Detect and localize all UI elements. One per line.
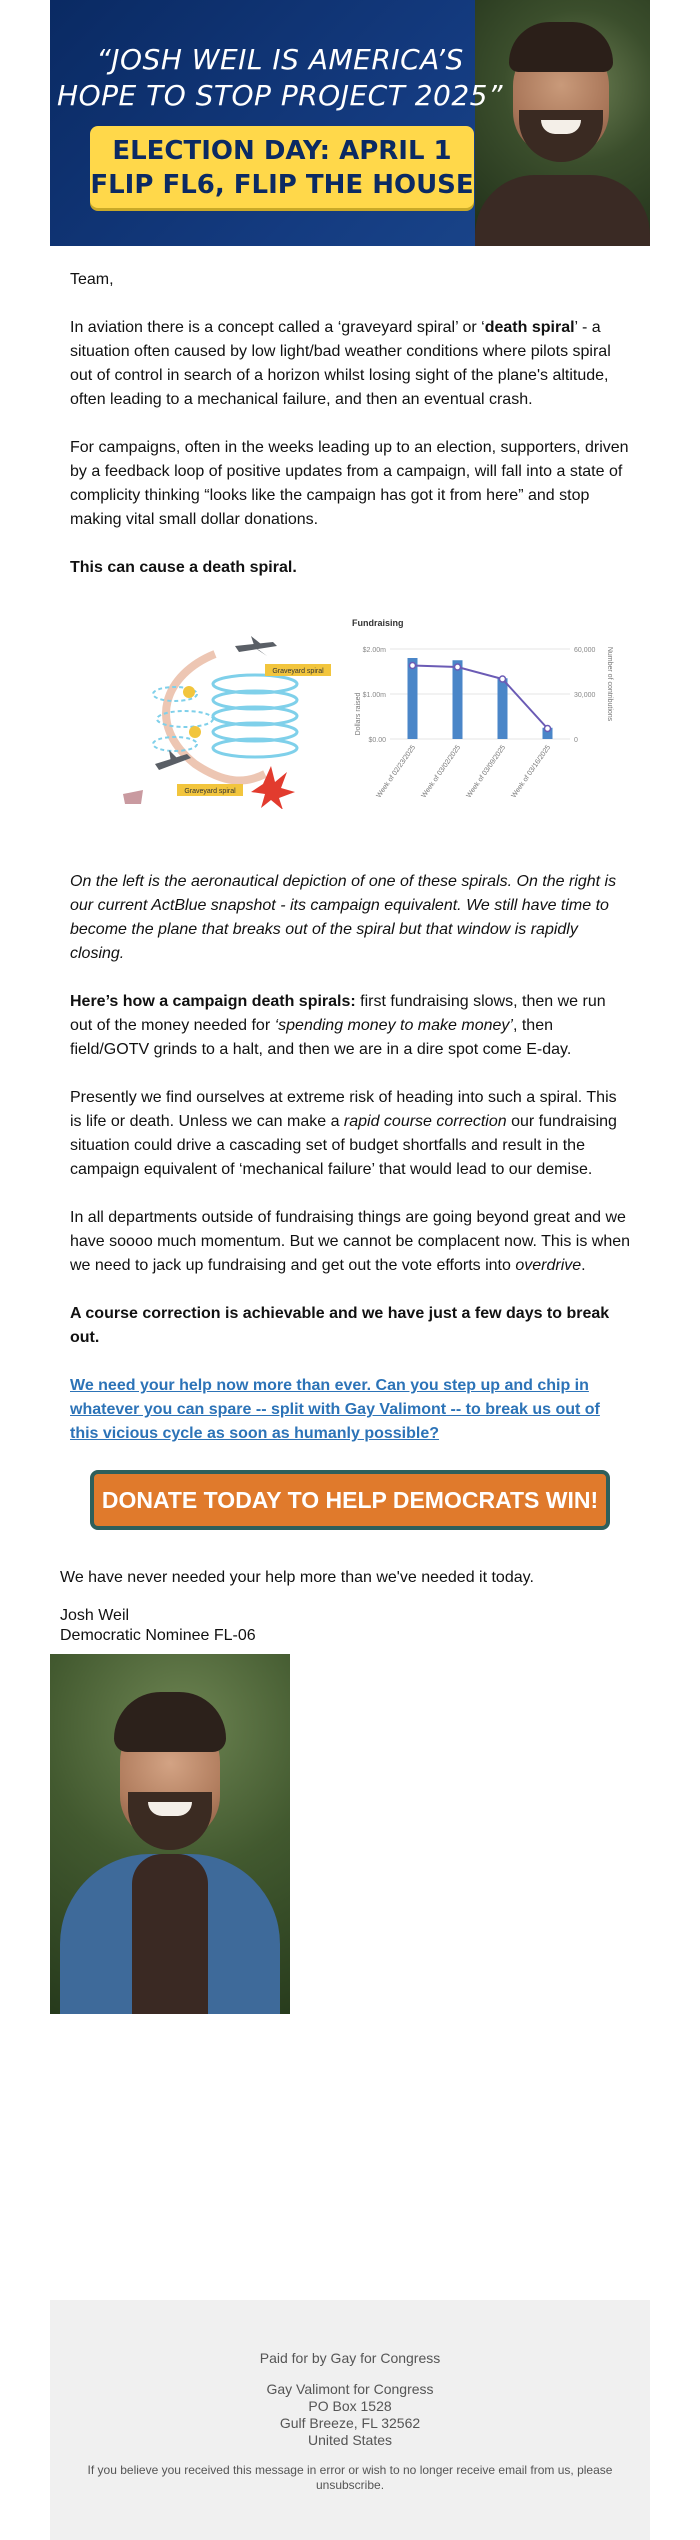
- donate-button-wrap: [50, 1470, 650, 1530]
- p6-italic: rapid course correction: [343, 1113, 507, 1130]
- hero-shirt: [475, 175, 650, 246]
- p6-text-b: our fundraising situation could drive a cascading set of budget shortfalls and result in the campaign equivalent of ‘mechanical failure’ that would lead to our demise.: [70, 1113, 617, 1178]
- photo-hair: [114, 1692, 226, 1752]
- ground-icon: [123, 790, 143, 804]
- signature-photo: [50, 1654, 290, 2014]
- p6-text-a: Presently we find ourselves at extreme risk of heading into such a spiral. This is life or death. Unless we can make a: [70, 1089, 617, 1130]
- spiral-label-bottom: Graveyard spiral: [184, 788, 236, 795]
- donate-text-link[interactable]: We need your help now more than ever. Can you step up and chip in whatever you can spare -- split with Gay Valimont -- to break us out of this vicious cycle as soon as humanly possible?: [70, 1377, 600, 1442]
- chart-bar: [408, 658, 418, 739]
- chart-y-label: Dollars raised: [355, 692, 362, 736]
- paragraph-donate-link: [70, 1374, 630, 1446]
- chart-x-tick: Week of 03/09/2025: [465, 744, 508, 800]
- paragraph-risk: [70, 1086, 630, 1182]
- p5-bold: Here’s how a campaign death spirals:: [70, 993, 356, 1010]
- chart-line-point: [455, 664, 461, 670]
- paragraph-course-correction: A course correction is achievable and we have just a few days to break out.: [70, 1305, 610, 1346]
- chart-y-tick: $1.00m: [362, 692, 386, 699]
- unsub-text-b: .: [380, 2478, 385, 2492]
- chart-y2-tick: 30,000: [574, 692, 596, 699]
- election-day-badge: [90, 126, 474, 208]
- chart-line-series: [413, 666, 548, 729]
- chart-y2-label: Number of contributions: [606, 646, 613, 722]
- chart-title: Fundraising: [352, 618, 404, 628]
- chart-line-point: [410, 663, 416, 669]
- p7-text-a: In all departments outside of fundraising things are going beyond great and we have soooo much momentum. But we cannot be complacent now. This is when we need to jack up fundraising and get out the vote efforts into: [70, 1209, 631, 1274]
- footer-org: Gay Valimont for Congress: [266, 2381, 434, 2397]
- spiral-label-top: Graveyard spiral: [272, 668, 324, 675]
- footer-city: Gulf Breeze, FL 32562: [279, 2415, 421, 2431]
- email-content: [50, 246, 650, 1446]
- footer-paid-for: Paid for by Gay for Congress: [259, 2350, 441, 2366]
- closing: [50, 1568, 650, 1646]
- airplane-icon: [235, 636, 277, 656]
- p1-text-a: In aviation there is a concept called a ‘graveyard spiral’ or ‘: [70, 319, 485, 336]
- chart-y-tick: $2.00m: [362, 647, 386, 654]
- graveyard-spiral-illustration: [115, 634, 345, 809]
- closing-line: We have never needed your help more than we've needed it today.: [60, 1569, 534, 1586]
- p5-text-a: first fundraising slows, then we run out of the money needed for: [70, 993, 606, 1034]
- chart-x-tick: Week of 03/02/2025: [420, 744, 463, 800]
- spiral-figure: [50, 604, 650, 834]
- bank-marker: [189, 726, 201, 738]
- p7-italic: overdrive: [515, 1257, 582, 1274]
- hero-candidate-photo: [475, 0, 650, 246]
- paragraph-death-spiral: [70, 316, 630, 412]
- chart-x-tick: Week of 03/16/2025: [510, 744, 553, 800]
- footer-unsubscribe-text: [50, 2463, 650, 2493]
- chart-marks: [363, 647, 596, 799]
- crash-burst-icon: [251, 766, 295, 809]
- signature-title: Democratic Nominee FL-06: [60, 1627, 256, 1644]
- p5-italic: ‘spending money to make money’: [274, 1017, 513, 1034]
- spiral-loops: [213, 675, 297, 757]
- hero-hair: [509, 22, 613, 72]
- chart-bar: [453, 660, 463, 739]
- signature-name: Josh Weil: [60, 1607, 130, 1624]
- paragraph-how-spiral: [70, 990, 630, 1062]
- fundraising-chart: [350, 614, 635, 829]
- chart-line-point: [500, 676, 506, 682]
- p1-text-b: ’ - a situation often caused by low light/bad weather conditions where pilots spiral out of control in search of a horizon whilst losing sight of the plane's altitude, often leading to a mechanical failure, and then an eventual crash.: [70, 319, 611, 408]
- badge-line1: ELECTION DAY: APRIL 1: [112, 136, 452, 166]
- greeting: Team,: [70, 271, 114, 288]
- hero-banner[interactable]: [50, 0, 650, 246]
- hero-quote-line2: HOPE TO STOP PROJECT 2025”: [57, 79, 503, 112]
- photo-beard: [128, 1792, 212, 1850]
- p5-text-b: , then field/GOTV grinds to a halt, and then we are in a dire spot come E-day.: [70, 1017, 572, 1058]
- unsubscribe-link[interactable]: unsubscribe: [315, 2478, 381, 2492]
- chart-line-point: [545, 726, 551, 732]
- p7-text-b: .: [581, 1257, 586, 1274]
- email-body: [50, 0, 650, 2492]
- photo-shirt: [132, 1854, 208, 2014]
- chart-bar: [498, 678, 508, 739]
- bank-marker: [183, 686, 195, 698]
- flight-path-dashed: [153, 687, 213, 751]
- footer: [50, 2300, 650, 2540]
- chart-y2-tick: 0: [574, 737, 578, 744]
- paragraph-campaigns: For campaigns, often in the weeks leading up to an election, supporters, driven by a feedback loop of positive updates from a campaign, will fall into a state of complicity thinking “looks like the campaign has got it from here” and stop making vital small dollar donations.: [70, 439, 629, 528]
- badge-line2: FLIP FL6, FLIP THE HOUSE: [90, 170, 474, 200]
- p1-bold: death spiral: [484, 319, 575, 336]
- chart-y2-tick: 60,000: [574, 647, 596, 654]
- unsub-text-a: If you believe you received this message in error or wish to no longer receive email from us, please: [87, 2463, 613, 2477]
- paragraph-figure-caption: On the left is the aeronautical depiction of one of these spirals. On the right is our current ActBlue snapshot - its campaign equivalent. We still have time to become the plane that breaks out of the spiral but that window is rapidly closing.: [70, 873, 617, 962]
- footer-po-box: PO Box 1528: [308, 2398, 392, 2414]
- donate-button[interactable]: DONATE TODAY TO HELP DEMOCRATS WIN!: [90, 1470, 610, 1530]
- chart-y-tick: $0.00: [368, 737, 386, 744]
- paragraph-warning: This can cause a death spiral.: [70, 559, 297, 576]
- chart-x-tick: Week of 02/23/2025: [375, 744, 418, 800]
- hero-quote: [50, 42, 510, 114]
- hero-beard: [519, 110, 603, 162]
- hero-quote-line1: “JOSH WEIL IS AMERICA’S: [96, 43, 464, 76]
- footer-country: United States: [307, 2432, 393, 2448]
- paragraph-momentum: [70, 1206, 630, 1278]
